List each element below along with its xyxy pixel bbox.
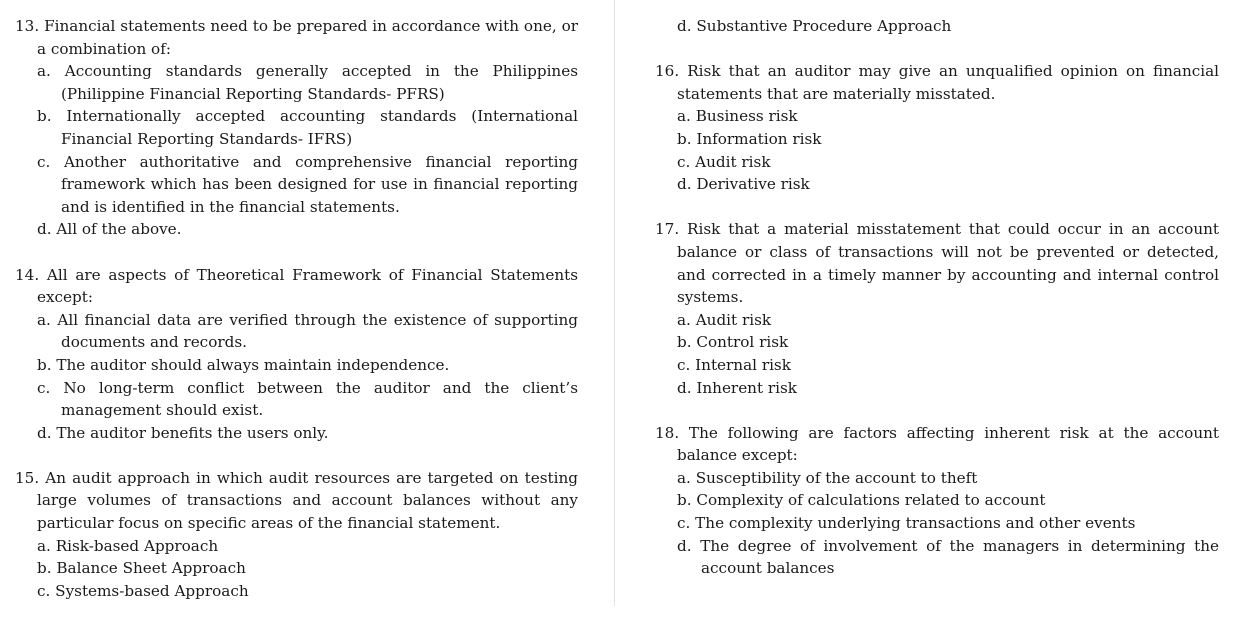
question-16 [655,60,1219,196]
option-a: a. Audit risk [677,310,772,329]
option-a: a. Susceptibility of the account to theft [677,468,978,487]
option-c: c. Another authoritative and comprehensive financial reporting framework which has been designed for use in financial reporting and is identified in the financial statements. [37,152,578,216]
option-b: b. Balance Sheet Approach [37,559,246,578]
question-17 [655,218,1219,399]
option-d: d. All of the above. [37,220,182,239]
option-b: b. Internationally accepted accounting standards (International Financial Reporting Standards- IFRS) [37,107,578,148]
question-stem: 14. All are aspects of Theoretical Framework of Financial Statements except: [15,265,578,307]
question-stem: 18. The following are factors affecting inherent risk at the account balance except: [655,423,1219,465]
option-a: a. Business risk [677,107,798,126]
question-15-continued [655,15,1219,38]
option-c: c. Internal risk [677,355,791,374]
option-d: d. Substantive Procedure Approach [677,17,952,35]
question-stem: 17. Risk that a material misstatement that could occur in an account balance or class of transactions will not be prevented or detected, and corrected in a timely manner by accounting and internal control systems. [655,220,1219,307]
column-divider [614,0,615,606]
option-a: a. Accounting standards generally accepted in the Philippines (Philippine Financial Reporting Standards- PFRS) [37,62,578,103]
option-a: a. All financial data are verified through the existence of supporting documents and records. [37,310,578,352]
option-d: d. Inherent risk [677,378,798,397]
option-b: b. Information risk [677,129,822,148]
option-b: b. Complexity of calculations related to account [677,491,1046,510]
question-18 [655,422,1219,580]
option-c: c. Audit risk [677,152,771,171]
question-13 [15,15,578,241]
question-15 [15,467,578,603]
question-stem: 16. Risk that an auditor may give an unqualified opinion on financial statements that are materially misstated. [655,62,1219,103]
option-c: c. Systems-based Approach [37,581,249,600]
left-column [15,15,578,625]
option-c: c. No long-term conflict between the auditor and the client’s management should exist. [37,378,578,420]
right-column [655,15,1219,602]
option-a: a. Risk-based Approach [37,536,219,555]
option-b: b. Control risk [677,333,789,352]
option-d: d. The degree of involvement of the managers in determining the account balances [677,536,1219,578]
option-c: c. The complexity underlying transactions and other events [677,514,1136,533]
option-d: d. Derivative risk [677,175,810,194]
question-14 [15,264,578,445]
question-stem: 15. An audit approach in which audit resources are targeted on testing large volumes of transactions and account balances without any particular focus on specific areas of the financial statement. [15,468,578,533]
option-b: b. The auditor should always maintain independence. [37,355,450,374]
question-stem: 13. Financial statements need to be prepared in accordance with one, or a combination of: [15,17,578,58]
option-d: d. The auditor benefits the users only. [37,423,329,442]
